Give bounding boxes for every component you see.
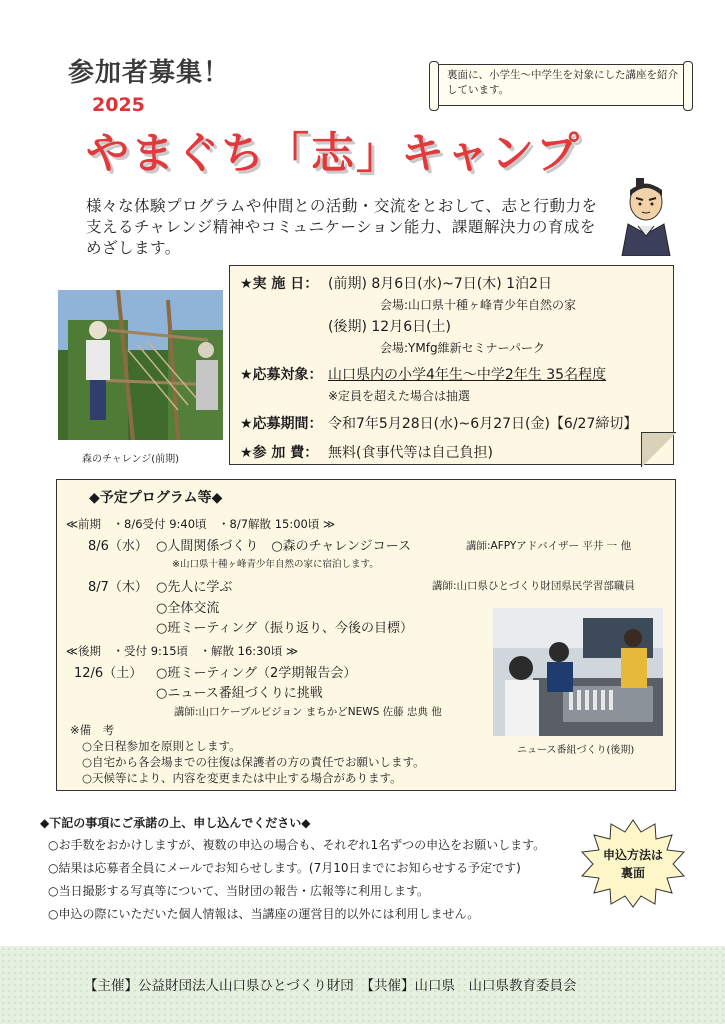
second-term-venue: 会場:YMfg維新セミナーパーク [380, 341, 545, 355]
remark-item: ○天候等により、内容を変更または中止する場合があります。 [82, 771, 402, 785]
photo1-caption: 森のチャレンジ(前期) [82, 454, 180, 465]
samurai-illustration [616, 176, 676, 256]
intro-text: 様々な体験プログラムや仲間との活動・交流をとおして、志と行動力を支えるチャレンジ精神やコミュニケーション能力、課題解決力の育成をめざします。 [86, 197, 598, 257]
scroll-note [432, 64, 690, 106]
target-value: 山口県内の小学4年生～中学2年生 35名程度 [328, 367, 607, 383]
remarks-title: ※備 考 [70, 723, 115, 737]
first-term-venue: 会場:山口県十種ヶ峰青少年自然の家 [380, 298, 577, 312]
day1-items: ○人間関係づくり ○森のチャレンジコース [156, 539, 411, 554]
news-program-photo [493, 608, 663, 736]
day3-date: 12/6（土） [74, 666, 143, 681]
stamp-text [596, 846, 670, 882]
remark-item: ○自宅から各会場までの往復は保護者の方の責任でお願いします。 [82, 755, 425, 769]
program-title: ◆予定プログラム等◆ [89, 490, 223, 506]
first-term-date: (前期) 8月6日(水)~7日(木) 1泊2日 [328, 276, 552, 292]
recruit-heading: 参加者募集！ [68, 58, 231, 88]
photo2-caption: ニュース番組づくり(後期) [517, 745, 635, 756]
target-note: ※定員を超えた場合は抽選 [328, 389, 471, 403]
second-term-header: ≪後期 ・受付 9:15頃 ・解散 16:30頃 ≫ [66, 644, 299, 658]
day2-item1: ○先人に学ぶ [156, 580, 233, 595]
note-item: ○お手数をおかけしますが、複数の申込の場合も、それぞれ1名ずつの申込をお願いします。 [48, 838, 546, 852]
day3-teacher: 講師:山口ケーブルビジョン まちかどNEWS 佐藤 忠典 他 [174, 706, 442, 718]
day2-item2: ○全体交流 [156, 601, 220, 616]
notes-title: ◆下記の事項にご承諾の上、申し込んでください◆ [40, 816, 311, 830]
first-term-header: ≪前期 ・8/6受付 9:40頃 ・8/7解散 15:00頃 ≫ [66, 517, 336, 531]
year-label: 2025 [92, 94, 145, 116]
day2-item3: ○班ミーティング（振り返り、今後の目標） [156, 621, 414, 636]
day2-teacher: 講師:山口県ひとづくり財団県民学習部職員 [432, 580, 635, 592]
period-label: ★応募期間： [240, 416, 323, 432]
day1-date: 8/6（水） [88, 539, 148, 554]
day2-date: 8/7（木） [88, 580, 148, 595]
target-label: ★応募対象： [240, 367, 323, 383]
fee-label: ★参 加 費： [240, 445, 319, 461]
period-value: 令和7年5月28日(水)~6月27日(金)【6/27締切】 [328, 416, 638, 432]
second-term-date: (後期) 12月6日(土) [328, 319, 452, 335]
note-item: ○申込の際にいただいた個人情報は、当講座の運営目的以外には利用しません。 [48, 907, 480, 921]
scroll-note-text: 裏面に、小学生～中学生を対象にした講座を紹介しています。 [447, 69, 678, 96]
day3-item1: ○班ミーティング（2学期報告会） [156, 666, 357, 681]
stamp-line2: 裏面 [620, 866, 645, 880]
page-title: やまぐち「志」キャンプ [86, 129, 581, 179]
date-label: ★実 施 日： [240, 276, 319, 292]
page-fold-corner [641, 432, 676, 467]
remark-item: ○全日程参加を原則とします。 [82, 739, 241, 753]
note-item: ○当日撮影する写真等について、当財団の報告・広報等に利用します。 [48, 884, 430, 898]
day1-note: ※山口県十種ヶ峰青少年自然の家に宿泊します。 [172, 559, 379, 570]
forest-challenge-photo [58, 290, 223, 440]
note-item: ○結果は応募者全員にメールでお知らせします。(7月10日までにお知らせする予定です) [48, 861, 521, 875]
day3-item2: ○ニュース番組づくりに挑戦 [156, 686, 323, 701]
fee-value: 無料(食事代等は自己負担) [328, 445, 493, 461]
stamp-line1: 申込方法は [602, 848, 663, 862]
day1-teacher: 講師:AFPYアドバイザー 平井 一 他 [466, 540, 632, 552]
organizer-footer: 【主催】公益財団法人山口県ひとづくり財団 【共催】山口県 山口県教育委員会 [84, 978, 577, 994]
